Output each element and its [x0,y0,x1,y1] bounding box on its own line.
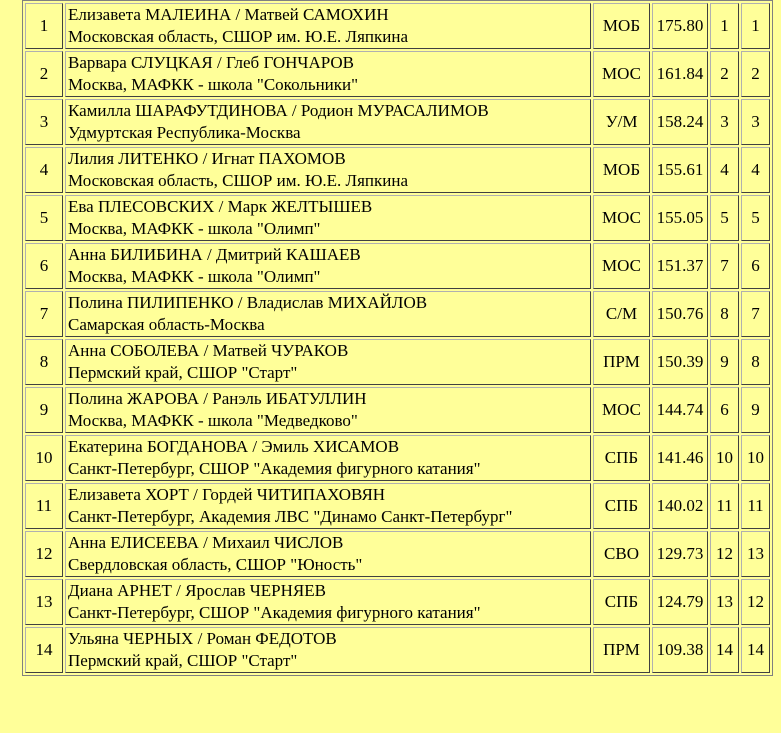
table-row [25,243,770,289]
club-name: Москва, МАФКК - школа "Медведково" [68,411,358,430]
short-program-place-cell: 2 [710,51,739,97]
table-row [25,579,770,625]
club-name: Пермский край, СШОР "Старт" [68,651,298,670]
pair-cell [65,435,591,481]
pair-cell [65,579,591,625]
short-program-place-cell: 9 [710,339,739,385]
pair-cell [65,195,591,241]
region-cell: СПБ [593,435,650,481]
total-score-cell: 150.39 [652,339,708,385]
pair-cell [65,339,591,385]
region-cell: СПБ [593,483,650,529]
free-skating-place-cell: 8 [741,339,770,385]
total-score-cell: 158.24 [652,99,708,145]
region-cell: МОБ [593,147,650,193]
short-program-place-cell: 3 [710,99,739,145]
pair-cell [65,483,591,529]
pair-cell [65,627,591,673]
club-name: Самарская область-Москва [68,315,265,334]
club-name: Москва, МАФКК - школа "Сокольники" [68,75,359,94]
club-name: Санкт-Петербург, СШОР "Академия фигурного катания" [68,603,481,622]
pair-cell [65,147,591,193]
club-name: Пермский край, СШОР "Старт" [68,363,298,382]
region-cell: ПРМ [593,339,650,385]
pair-cell [65,243,591,289]
pair-names: Анна СОБОЛЕВА / Матвей ЧУРАКОВ [68,341,349,360]
free-skating-place-cell: 11 [741,483,770,529]
total-score-cell: 161.84 [652,51,708,97]
free-skating-place-cell: 6 [741,243,770,289]
place-cell: 7 [25,291,63,337]
pair-names: Екатерина БОГДАНОВА / Эмиль ХИСАМОВ [68,437,400,456]
place-cell: 5 [25,195,63,241]
place-cell: 6 [25,243,63,289]
total-score-cell: 144.74 [652,387,708,433]
total-score-cell: 151.37 [652,243,708,289]
results-table [22,0,773,676]
region-cell: ПРМ [593,627,650,673]
short-program-place-cell: 5 [710,195,739,241]
table-row [25,291,770,337]
club-name: Москва, МАФКК - школа "Олимп" [68,219,321,238]
free-skating-place-cell: 10 [741,435,770,481]
region-cell: МОС [593,243,650,289]
place-cell: 14 [25,627,63,673]
total-score-cell: 140.02 [652,483,708,529]
pair-names: Варвара СЛУЦКАЯ / Глеб ГОНЧАРОВ [68,53,355,72]
short-program-place-cell: 7 [710,243,739,289]
pair-names: Лилия ЛИТЕНКО / Игнат ПАХОМОВ [68,149,346,168]
total-score-cell: 155.61 [652,147,708,193]
pair-cell [65,531,591,577]
short-program-place-cell: 13 [710,579,739,625]
short-program-place-cell: 4 [710,147,739,193]
club-name: Московская область, СШОР им. Ю.Е. Ляпкина [68,171,409,190]
pair-names: Камилла ШАРАФУТДИНОВА / Родион МУРАСАЛИМОВ [68,101,489,120]
place-cell: 2 [25,51,63,97]
place-cell: 4 [25,147,63,193]
free-skating-place-cell: 3 [741,99,770,145]
table-row [25,99,770,145]
total-score-cell: 175.80 [652,3,708,49]
table-row [25,531,770,577]
pair-names: Анна ЕЛИСЕЕВА / Михаил ЧИСЛОВ [68,533,344,552]
club-name: Удмуртская Республика-Москва [68,123,301,142]
table-row [25,339,770,385]
free-skating-place-cell: 9 [741,387,770,433]
free-skating-place-cell: 2 [741,51,770,97]
region-cell: СПБ [593,579,650,625]
table-row [25,483,770,529]
region-cell: С/М [593,291,650,337]
region-cell: МОС [593,51,650,97]
table-row [25,3,770,49]
short-program-place-cell: 8 [710,291,739,337]
total-score-cell: 129.73 [652,531,708,577]
total-score-cell: 155.05 [652,195,708,241]
place-cell: 12 [25,531,63,577]
free-skating-place-cell: 5 [741,195,770,241]
club-name: Санкт-Петербург, Академия ЛВС "Динамо Санкт-Петербург" [68,507,513,526]
free-skating-place-cell: 12 [741,579,770,625]
free-skating-place-cell: 1 [741,3,770,49]
place-cell: 10 [25,435,63,481]
short-program-place-cell: 11 [710,483,739,529]
pair-names: Елизавета МАЛЕИНА / Матвей САМОХИН [68,5,389,24]
table-row [25,51,770,97]
short-program-place-cell: 10 [710,435,739,481]
short-program-place-cell: 12 [710,531,739,577]
region-cell: СВО [593,531,650,577]
total-score-cell: 141.46 [652,435,708,481]
region-cell: МОБ [593,3,650,49]
region-cell: МОС [593,195,650,241]
place-cell: 13 [25,579,63,625]
pair-cell [65,51,591,97]
table-row [25,147,770,193]
table-row [25,435,770,481]
club-name: Москва, МАФКК - школа "Олимп" [68,267,321,286]
results-table-body [25,3,770,673]
total-score-cell: 109.38 [652,627,708,673]
place-cell: 1 [25,3,63,49]
pair-cell [65,99,591,145]
club-name: Свердловская область, СШОР "Юность" [68,555,363,574]
pair-names: Полина ЖАРОВА / Ранэль ИБАТУЛЛИН [68,389,367,408]
pair-names: Ульяна ЧЕРНЫХ / Роман ФЕДОТОВ [68,629,337,648]
place-cell: 3 [25,99,63,145]
pair-cell [65,3,591,49]
place-cell: 9 [25,387,63,433]
pair-cell [65,291,591,337]
total-score-cell: 150.76 [652,291,708,337]
place-cell: 8 [25,339,63,385]
pair-names: Полина ПИЛИПЕНКО / Владислав МИХАЙЛОВ [68,293,428,312]
club-name: Санкт-Петербург, СШОР "Академия фигурного катания" [68,459,481,478]
region-cell: У/М [593,99,650,145]
short-program-place-cell: 6 [710,387,739,433]
free-skating-place-cell: 7 [741,291,770,337]
short-program-place-cell: 1 [710,3,739,49]
region-cell: МОС [593,387,650,433]
pair-names: Диана АРНЕТ / Ярослав ЧЕРНЯЕВ [68,581,326,600]
pair-names: Анна БИЛИБИНА / Дмитрий КАШАЕВ [68,245,361,264]
free-skating-place-cell: 14 [741,627,770,673]
free-skating-place-cell: 4 [741,147,770,193]
club-name: Московская область, СШОР им. Ю.Е. Ляпкина [68,27,409,46]
table-row [25,195,770,241]
free-skating-place-cell: 13 [741,531,770,577]
pair-cell [65,387,591,433]
total-score-cell: 124.79 [652,579,708,625]
pair-names: Ева ПЛЕСОВСКИХ / Марк ЖЕЛТЫШЕВ [68,197,373,216]
table-row [25,627,770,673]
place-cell: 11 [25,483,63,529]
table-row [25,387,770,433]
short-program-place-cell: 14 [710,627,739,673]
pair-names: Елизавета ХОРТ / Гордей ЧИТИПАХОВЯН [68,485,386,504]
